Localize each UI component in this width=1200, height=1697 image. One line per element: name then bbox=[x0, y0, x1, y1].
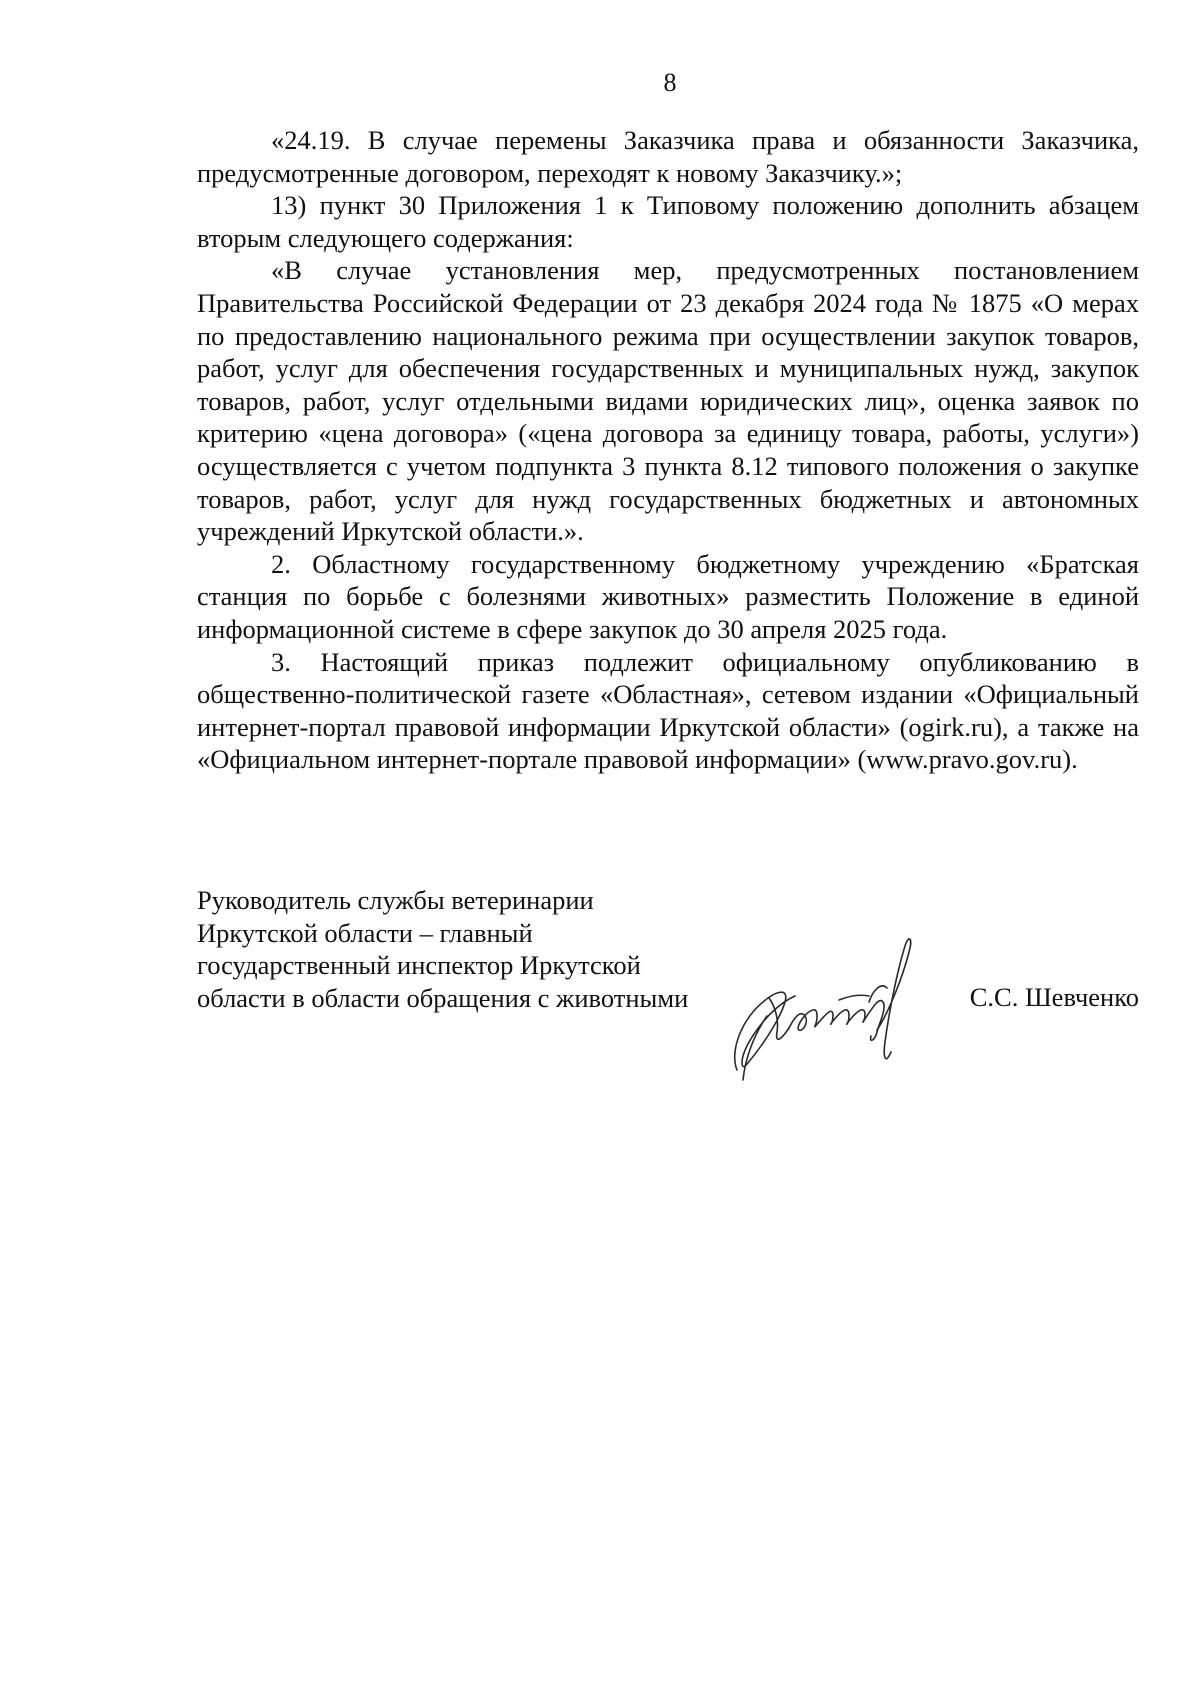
signatory-title bbox=[197, 884, 737, 1014]
paragraph-item-13: 13) пункт 30 Приложения 1 к Типовому положению дополнить абзацем вторым следующего содержания: bbox=[197, 190, 1139, 253]
paragraph-24-19: «24.19. В случае перемены Заказчика права и обязанности Заказчика, предусмотренные договором, переходят к новому Заказчику.»; bbox=[197, 125, 1139, 188]
paragraph-item-3: 3. Настоящий приказ подлежит официальному опубликованию в общественно-политической газете «Областная», сетевом издании «Официальный интернет-портал правовой информации Иркутской области» (ogirk.ru), а также на «Официальном интернет-портале правовой информации» (www.pravo.gov.ru). bbox=[197, 646, 1139, 775]
document-body bbox=[197, 124, 1139, 776]
signatory-title-line: области в области обращения с животными bbox=[197, 982, 689, 1013]
signatory-title-line: государственный инспектор Иркутской bbox=[197, 950, 641, 981]
handwritten-signature bbox=[719, 932, 939, 1082]
signatory-name: С.С. Шевченко bbox=[969, 982, 1139, 1012]
page-number: 8 bbox=[663, 68, 677, 97]
signatory-title-line: Иркутской области – главный bbox=[197, 917, 533, 948]
signatory-title-line: Руководитель службы ветеринарии bbox=[197, 885, 594, 915]
paragraph-item-2: 2. Областному государственному бюджетному учреждению «Братская станция по борьбе с болезнями животных» разместить Положение в единой информационной системе в сфере закупок до 30 апреля 2025 года. bbox=[197, 548, 1139, 644]
signature-block bbox=[197, 884, 1139, 1014]
paragraph-quote-national-regime: «В случае установления мер, предусмотренных постановлением Правительства Российской Федерации от 23 декабря 2024 года № 1875 «О мерах по предоставлению национального режима при осуществлении закупок товаров, работ, услуг для обеспечения государственных и муниципальных нужд, закупок товаров, работ, услуг отдельными видами юридических лиц», оценка заявок по критерию «цена договора» («цена договора за единицу товара, работы, услуги») осуществляется с учетом подпункта 3 пункта 8.12 типового положения о закупке товаров, работ, услуг для нужд государственных бюджетных и автономных учреждений Иркутской области.». bbox=[197, 255, 1139, 547]
